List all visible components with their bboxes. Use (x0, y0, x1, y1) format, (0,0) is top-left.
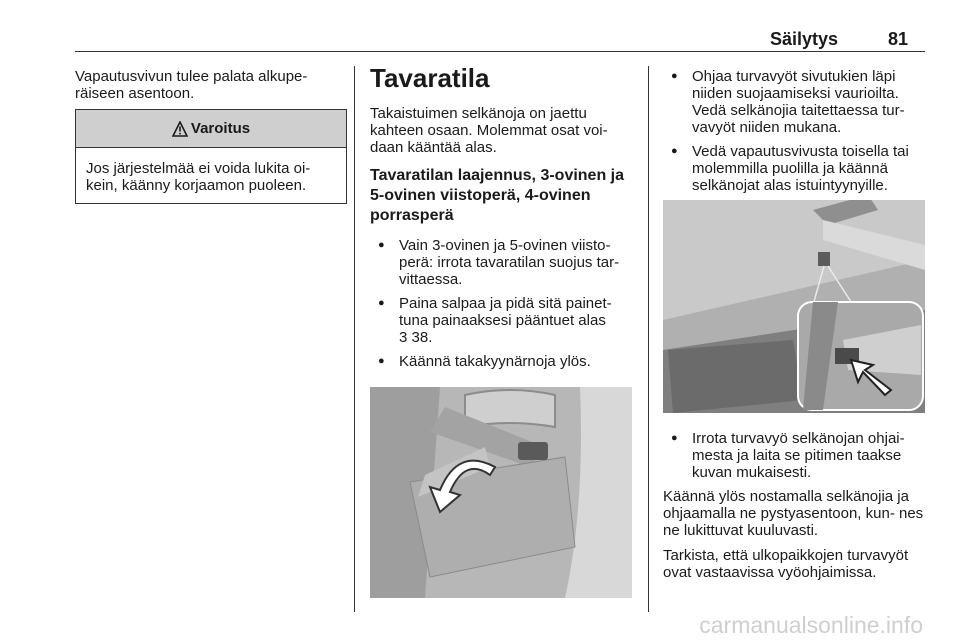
subsection-heading: Tavaratilan laajennus, 3-ovinen ja 5-ovinen viistoperä, 4-ovinen porrasperä (370, 167, 625, 224)
seatbelt-illustration (663, 200, 925, 413)
list-item: ● Vain 3-ovinen ja 5-ovinen viisto- perä: irrota tavaratilan suojus tar- vittaessa. (370, 237, 638, 288)
warning-body: Jos järjestelmää ei voida lukita oi- kein, käänny korjaamon puoleen. (86, 160, 311, 194)
warning-heading-label: Varoitus (190, 120, 251, 137)
header-rule (75, 51, 925, 52)
section-intro: Takaistuimen selkänoja on jaettu kahteen osaan. Molemmat osat voi- daan kääntää alas. (370, 105, 608, 156)
section-heading: Tavaratila (370, 63, 490, 93)
column-divider-1 (354, 66, 355, 612)
page-number: 81 (888, 29, 909, 49)
list-item: ● Vedä vapautusvivusta toisella tai molemmilla puolilla ja käännä selkänojat alas istuintyynyille. (663, 143, 931, 194)
watermark: carmanualsonline.info (699, 612, 923, 638)
column-2 (370, 63, 638, 377)
warning-heading (76, 110, 346, 148)
page-reference-link[interactable]: 3 38. (399, 329, 433, 346)
page-section-title: Säilytys (770, 29, 839, 49)
list-item: ● Ohjaa turvavyöt sivutukien läpi niiden suojaamiseksi vaurioilta. Vedä selkänojia taitettaessa tur- vavyöt niiden mukana. (663, 68, 931, 136)
list-item-text: Paina salpaa ja pidä sitä painet- tuna painaaksesi pääntuet alas (399, 295, 612, 329)
instruction-list-2 (663, 68, 931, 194)
release-lever-text: Vapautusvivun tulee palata alkupe- räiseen asentoon. (75, 68, 308, 102)
instruction-list-3 (663, 430, 931, 481)
list-item: ● Irrota turvavyö selkänojan ohjai- mesta ja laita se pitimen taakse kuvan mukaisesti. (663, 430, 931, 481)
column-divider-2 (648, 66, 649, 612)
instruction-list (370, 237, 638, 370)
list-item (370, 295, 638, 346)
armrest-illustration (370, 387, 632, 598)
warning-box (75, 109, 347, 204)
column-1 (75, 68, 347, 204)
list-item: ● Käännä takakyynärnoja ylös. (370, 353, 638, 370)
column-3-lower (663, 430, 931, 581)
warning-icon (172, 121, 188, 137)
column-3 (663, 68, 931, 201)
paragraph: Tarkista, että ulkopaikkojen turvavyöt ovat vastaavissa vyöohjaimissa. (663, 547, 909, 581)
paragraph: Käännä ylös nostamalla selkänojia ja ohjaamalla ne pystyasentoon, kun- nes ne lukittuvat kuuluvasti. (663, 488, 924, 539)
